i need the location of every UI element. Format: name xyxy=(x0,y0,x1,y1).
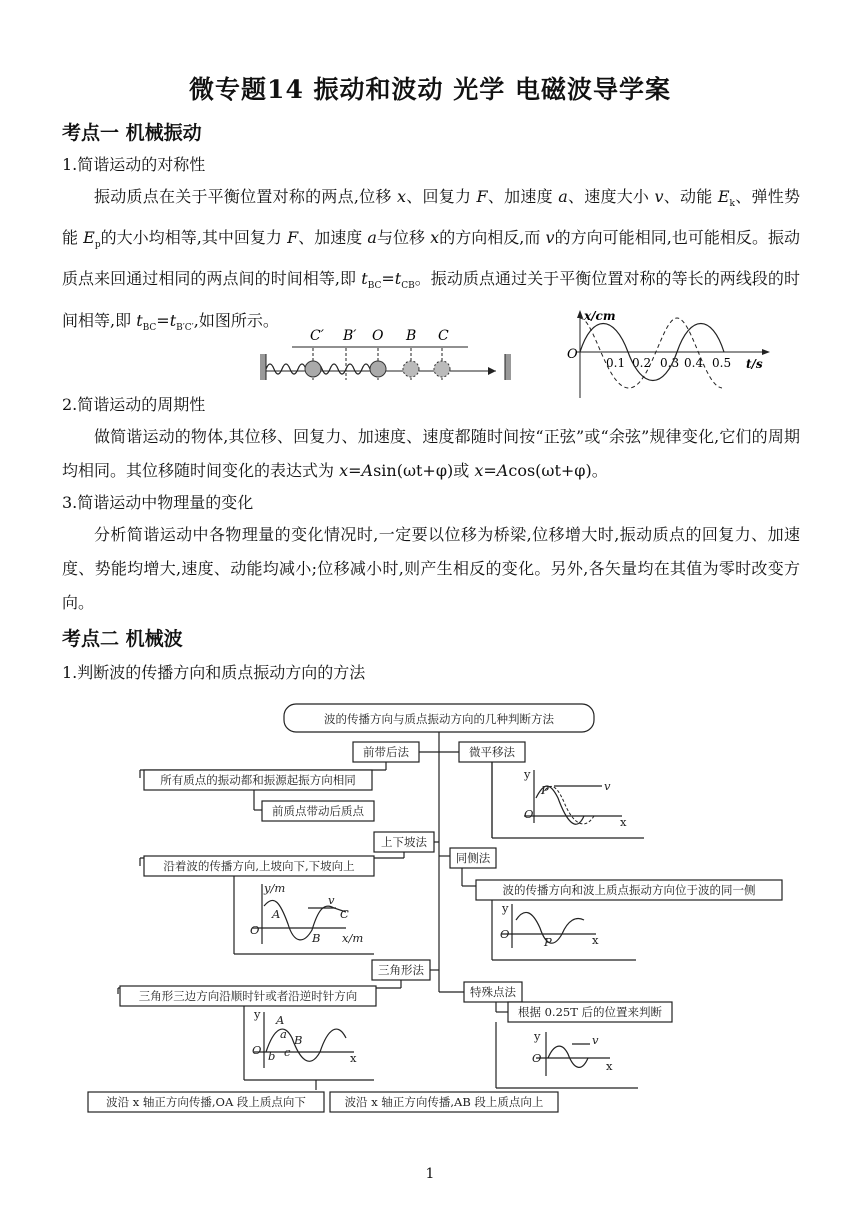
graph-slope xyxy=(250,881,363,945)
svg-text:O: O xyxy=(252,1043,262,1057)
graph-same-side xyxy=(500,901,599,949)
label-b-prime: B′ xyxy=(343,328,357,344)
svg-text:波的传播方向与质点振动方向的几种判断方法: 波的传播方向与质点振动方向的几种判断方法 xyxy=(324,712,554,726)
svg-text:y: y xyxy=(534,1029,541,1043)
graph-triangle xyxy=(252,1007,357,1068)
svg-text:P: P xyxy=(541,783,549,797)
svg-text:同侧法: 同侧法 xyxy=(455,851,491,865)
svg-text:x: x xyxy=(350,1051,357,1065)
spring-oscillator-figure xyxy=(258,322,518,384)
svg-text:x: x xyxy=(592,933,599,947)
svg-text:特殊点法: 特殊点法 xyxy=(470,985,516,999)
label-b: B xyxy=(406,328,417,344)
graph-special-point xyxy=(532,1029,613,1076)
spring xyxy=(266,364,386,374)
label-c-prime: C′ xyxy=(310,328,324,344)
svg-text:三角形三边方向沿顺时针或者沿逆时针方向: 三角形三边方向沿顺时针或者沿逆时针方向 xyxy=(138,989,358,1003)
svg-text:v: v xyxy=(604,779,611,793)
svg-text:O: O xyxy=(250,923,260,937)
graph-origin: O xyxy=(567,347,578,362)
svg-text:波沿 x 轴正方向传播,OA 段上质点向下: 波沿 x 轴正方向传播,OA 段上质点向下 xyxy=(106,1095,306,1109)
svg-text:c: c xyxy=(284,1045,291,1059)
tick-0-5: 0.5 xyxy=(712,356,732,370)
subheading-quantity-change: 3.简谐运动中物理量的变化 xyxy=(62,493,254,512)
paragraph-symmetry: 振动质点在关于平衡位置对称的两点,位移 x、回复力 F、加速度 a、速度大小 v、动能 $E_k$、弹性势能 $E_p$的大小均相等,其中回复力 F、加速度 a与位移 x的方向相反,而 v的方向可能相同,也可能相反。振动质点来回通过相同的两点间的时间相等,即 $t_{BC}=t_{CB}$。振动质点通过关于平衡位置对称的等长的两线段的时间相等,即 $t_{BC}=t_{B'C'}$,如图所示。 xyxy=(62,187,800,333)
paragraph-periodicity: 做简谐运动的物体,其位移、回复力、加速度、速度都随时间按“正弦”或“余弦”规律变化,它们的周期均相同。其位移随时间变化的表达式为 x=Asin(ωt+φ)或 x=Acos(ωt+φ)。 xyxy=(62,427,800,480)
svg-text:x: x xyxy=(606,1059,613,1073)
tick-0-4: 0.4 xyxy=(684,356,704,370)
subheading-symmetry: 1.简谐运动的对称性 xyxy=(62,155,206,174)
right-wall xyxy=(505,354,511,380)
svg-text:三角形法: 三角形法 xyxy=(378,963,424,977)
svg-text:a: a xyxy=(280,1027,287,1041)
label-o: O xyxy=(372,328,384,344)
svg-text:根据 0.25T 后的位置来判断: 根据 0.25T 后的位置来判断 xyxy=(517,1005,663,1019)
svg-text:y: y xyxy=(502,901,509,915)
svg-text:A: A xyxy=(276,1013,285,1027)
svg-text:v: v xyxy=(592,1033,599,1047)
left-wall xyxy=(260,354,266,380)
dashed-curve xyxy=(580,318,722,388)
graph-ylabel: x/cm xyxy=(584,309,616,323)
tick-0-3: 0.3 xyxy=(660,356,680,370)
svg-text:前质点带动后质点: 前质点带动后质点 xyxy=(272,804,364,818)
tick-0-2: 0.2 xyxy=(632,356,652,370)
page-number: 1 xyxy=(425,1166,435,1182)
svg-text:x: x xyxy=(620,815,627,829)
svg-text:所有质点的振动都和振源起振方向相同: 所有质点的振动都和振源起振方向相同 xyxy=(160,773,356,787)
label-c: C xyxy=(438,328,449,344)
svg-text:v: v xyxy=(328,893,335,907)
svg-text:波的传播方向和波上质点振动方向位于波的同一侧: 波的传播方向和波上质点振动方向位于波的同一侧 xyxy=(502,883,756,897)
svg-text:C: C xyxy=(340,907,349,921)
svg-text:沿着波的传播方向,上坡向下,下坡向上: 沿着波的传播方向,上坡向下,下坡向上 xyxy=(163,859,355,873)
svg-text:y: y xyxy=(254,1007,261,1021)
subheading-wave-direction: 1.判断波的传播方向和质点振动方向的方法 xyxy=(62,663,366,682)
svg-text:O: O xyxy=(500,927,510,941)
wave-direction-methods-diagram xyxy=(84,698,794,1118)
svg-text:微平移法: 微平移法 xyxy=(469,745,515,759)
svg-text:B: B xyxy=(294,1033,303,1047)
svg-text:上下坡法: 上下坡法 xyxy=(381,835,427,849)
tick-0-1: 0.1 xyxy=(606,356,626,370)
svg-text:O: O xyxy=(532,1051,542,1065)
svg-text:y/m: y/m xyxy=(264,881,286,895)
subheading-periodicity: 2.简谐运动的周期性 xyxy=(62,395,206,414)
section-heading-vibration: 考点一 机械振动 xyxy=(62,122,202,144)
svg-text:B: B xyxy=(312,931,321,945)
svg-text:前带后法: 前带后法 xyxy=(363,745,409,759)
paragraph-quantity-change: 分析简谐运动中各物理量的变化情况时,一定要以位移为桥梁,位移增大时,振动质点的回复力、加速度、势能均增大,速度、动能均减小;位移减小时,则产生相反的变化。另外,各矢量均在其值为零时改变方向。 xyxy=(62,525,800,612)
svg-text:P: P xyxy=(544,935,552,949)
svg-text:b: b xyxy=(268,1049,276,1063)
svg-text:x/m: x/m xyxy=(342,931,364,945)
displacement-time-graph xyxy=(562,306,772,398)
svg-text:波沿 x 轴正方向传播,AB 段上质点向上: 波沿 x 轴正方向传播,AB 段上质点向上 xyxy=(344,1095,544,1109)
graph-micro-shift xyxy=(523,767,627,829)
svg-text:O: O xyxy=(524,807,534,821)
graph-xlabel: t/s xyxy=(746,357,763,371)
svg-text:A: A xyxy=(272,907,281,921)
svg-text:y: y xyxy=(524,767,531,781)
page-title: 微专题14 振动和波动 光学 电磁波导学案 xyxy=(189,75,671,104)
section-heading-waves: 考点二 机械波 xyxy=(62,628,183,650)
